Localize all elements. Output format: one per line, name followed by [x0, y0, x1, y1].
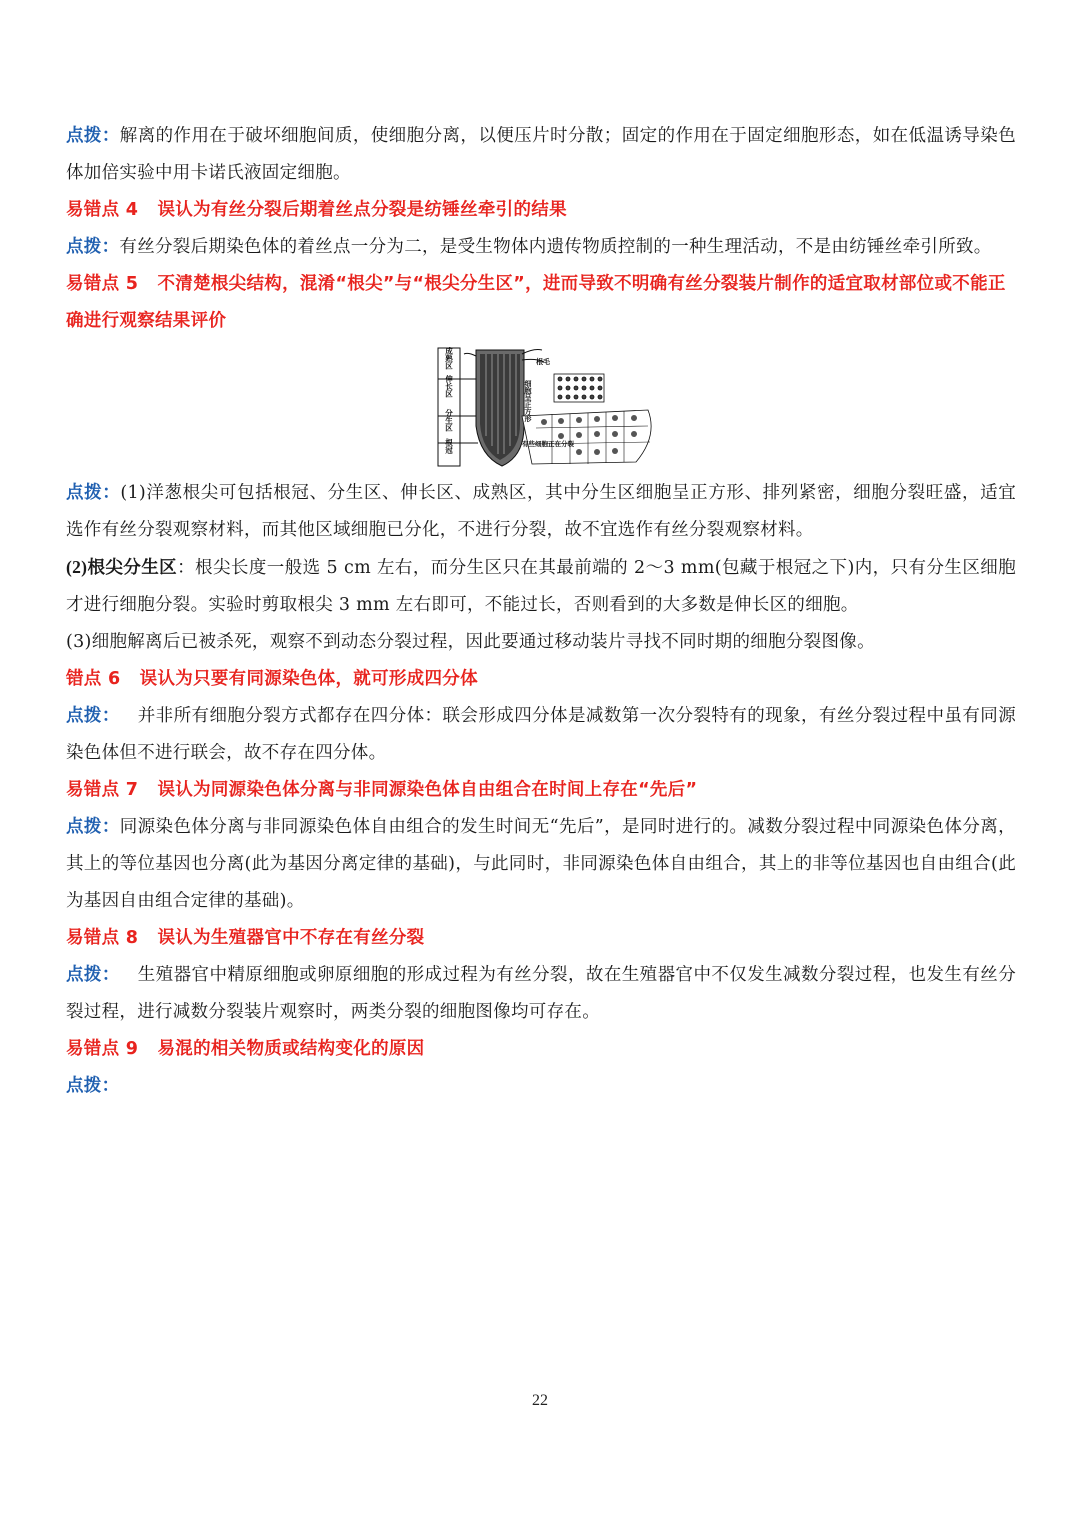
tip-text: 解离的作用在于破坏细胞间质，使细胞分离，以便压片时分散；固定的作用在于固定细胞形态，如在低温诱导染色体加倍实验中用卡诺氏液固定细胞。 [66, 126, 1016, 183]
content-body [66, 118, 1016, 1105]
tip-text: 同源染色体分离与非同源染色体自由组合的发生时间无“先后”，是同时进行的。减数分裂过程中同源染色体分离，其上的等位基因也分离(此为基因分离定律的基础)，与此同时，非同源染色体自由组合，其上的非等位基因也自由组合(此为基因自由组合定律的基础)。 [66, 817, 1016, 911]
tip-text: 生殖器官中精原细胞或卵原细胞的形成过程为有丝分裂，故在生殖器官中不仅发生减数分裂过程，也发生有丝分裂过程，进行减数分裂装片观察时，两类分裂的细胞图像均可存在。 [66, 965, 1016, 1022]
error-point-label: 易错点 7 [66, 780, 139, 800]
tip-paragraph-5 [66, 624, 1016, 661]
root-tip-figure-block [66, 340, 1016, 475]
item-term: 根尖分生区 [87, 558, 178, 578]
tip-paragraph-1 [66, 118, 1016, 192]
item-number: (2) [66, 557, 88, 577]
label-dividing-cells: 有些细胞正在分裂 [522, 440, 574, 448]
zone-label-meristem: 分生区 [444, 408, 454, 432]
tip-paragraph-9 [66, 1068, 1016, 1105]
error-point-text: 易混的相关物质或结构变化的原因 [157, 1039, 425, 1059]
error-point-label: 易错点 5 [66, 274, 139, 294]
tip-label: 点拨： [66, 483, 121, 503]
tip-paragraph-8 [66, 957, 1016, 1031]
tip-label: 点拨： [66, 237, 120, 257]
item-text: (3)细胞解离后已被杀死，观察不到动态分裂过程，因此要通过移动装片寻找不同时期的细胞分裂图像。 [66, 632, 875, 652]
tip-label: 点拨： [66, 817, 120, 837]
tip-text: 有丝分裂后期染色体的着丝点一分为二，是受生物体内遗传物质控制的一种生理活动，不是由纺锤丝牵引所致。 [119, 237, 992, 257]
tip-paragraph-4 [66, 549, 1016, 624]
tip-label: 点拨： [66, 706, 120, 726]
zone-label-elongation: 伸长区 [444, 374, 454, 398]
tip-paragraph-3 [66, 475, 1016, 549]
tip-label: 点拨： [66, 1076, 120, 1096]
tip-label: 点拨： [66, 126, 120, 146]
error-point-8-heading [66, 920, 1016, 957]
error-point-7-heading [66, 772, 1016, 809]
error-point-label: 易错点 8 [66, 928, 139, 948]
error-point-label: 错点 6 [66, 669, 121, 689]
tip-text: (1)洋葱根尖可包括根冠、分生区、伸长区、成熟区，其中分生区细胞呈正方形、排列紧密，细胞分裂旺盛，适宜选作有丝分裂观察材料，而其他区域细胞已分化，不进行分裂，故不宜选作有丝分裂观察材料。 [66, 483, 1016, 540]
error-point-text: 不清楚根尖结构，混淆“根尖”与“根尖分生区”，进而导致不明确有丝分裂装片制作的适宜取材部位或不能正确进行观察结果评价 [66, 274, 1006, 331]
zone-label-maturation: 成熟区 [444, 346, 454, 370]
square-cells-inset [554, 374, 604, 402]
tip-paragraph-2 [66, 229, 1016, 266]
page-number: 22 [532, 1392, 548, 1409]
tip-text: 并非所有细胞分裂方式都存在四分体：联会形成四分体是减数第一次分裂特有的现象，有丝分裂过程中虽有同源染色体但不进行联会，故不存在四分体。 [66, 706, 1016, 763]
error-point-4-heading [66, 192, 1016, 229]
item-text: ：根尖长度一般选 5 cm 左右，而分生区只在其最前端的 2～3 mm(包藏于根冠之下)内，只有分生区细胞才进行细胞分裂。实验时剪取根尖 3 mm 左右即可，不能过长，否则看到的大多数是伸长区的细胞。 [66, 558, 1017, 615]
error-point-9-heading [66, 1031, 1016, 1068]
error-point-label: 易错点 4 [66, 200, 139, 220]
error-point-text: 误认为同源染色体分离与非同源染色体自由组合在时间上存在“先后” [157, 780, 698, 800]
label-root-hair: 根毛 [536, 358, 550, 366]
tip-label: 点拨： [66, 965, 120, 985]
tip-paragraph-6 [66, 698, 1016, 772]
error-point-text: 误认为有丝分裂后期着丝点分裂是纺锤丝牵引的结果 [157, 200, 567, 220]
tip-paragraph-7 [66, 809, 1016, 920]
dividing-cells-inset [522, 410, 651, 464]
error-point-label: 易错点 9 [66, 1039, 139, 1059]
error-point-6-heading [66, 661, 1016, 698]
label-square-cells: 细胞呈正方形 [524, 380, 532, 422]
error-point-text: 误认为只要有同源染色体，就可形成四分体 [139, 669, 478, 689]
zone-label-root-cap: 根冠 [444, 438, 454, 454]
error-point-5-heading [66, 266, 1016, 340]
error-point-text: 误认为生殖器官中不存在有丝分裂 [157, 928, 425, 948]
root-tip-diagram [436, 346, 658, 468]
